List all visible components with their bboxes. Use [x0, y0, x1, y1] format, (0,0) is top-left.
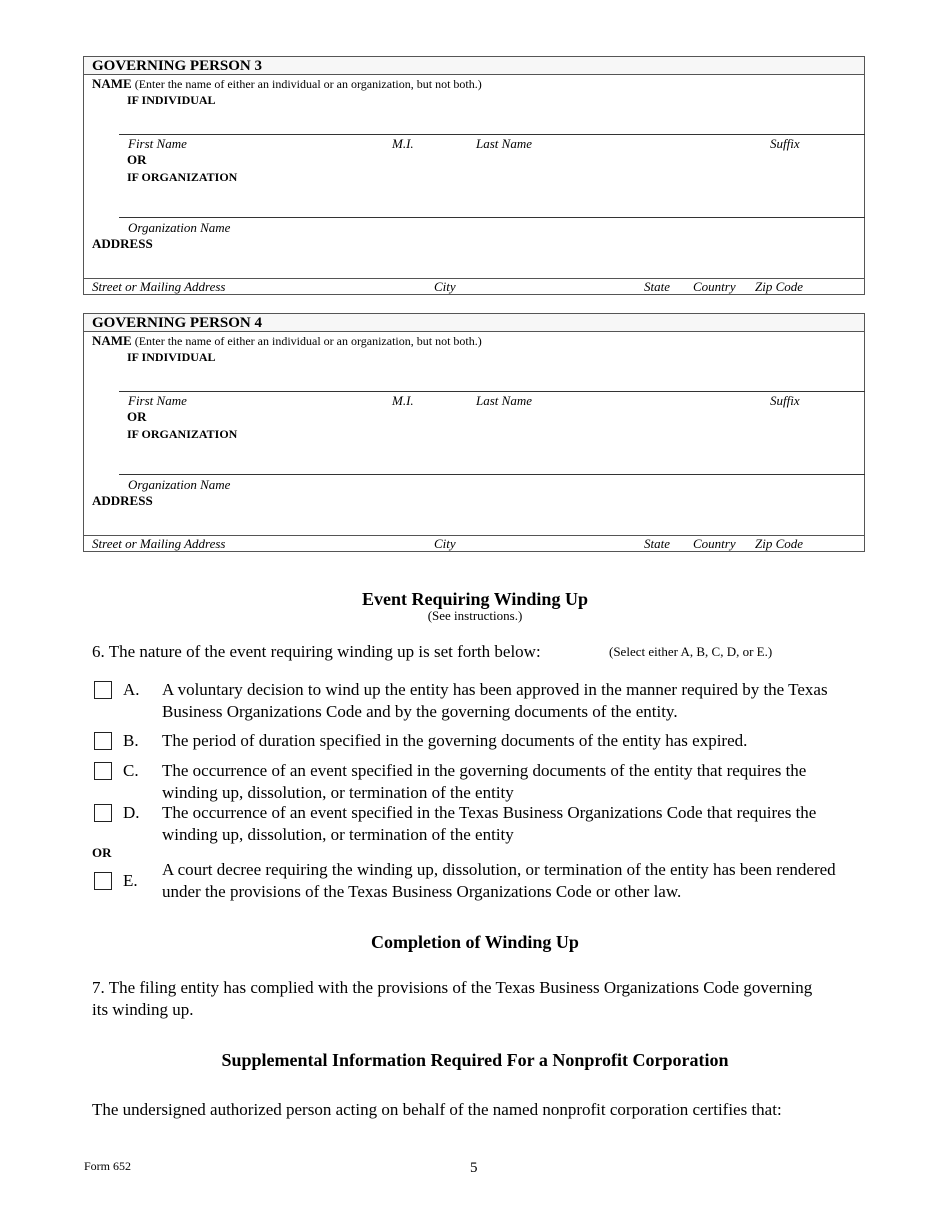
- page-number: 5: [470, 1160, 478, 1176]
- item-6-text: 6. The nature of the event requiring winding up is set forth below:: [92, 642, 541, 661]
- select-note: (Select either A, B, C, D, or E.): [609, 644, 773, 659]
- option-b-text: The period of duration specified in the governing documents of the entity has expired.: [162, 731, 748, 750]
- option-d-text: The occurrence of an event specified in the Texas Business Organizations Code that requires the winding up, dissolution, or termination of the entity: [162, 803, 817, 844]
- address-label: ADDRESS: [92, 236, 153, 251]
- last-name-label: Last Name: [476, 136, 532, 151]
- option-c-checkbox[interactable]: [94, 762, 112, 780]
- option-e-text: A court decree requiring the winding up, dissolution, or termination of the entity has been rendered under the provisions of the Texas Business Organizations Code or other law.: [162, 860, 836, 901]
- if-individual-label: IF INDIVIDUAL: [127, 93, 216, 107]
- or-label: OR: [127, 409, 147, 424]
- organization-name-label: Organization Name: [128, 220, 231, 235]
- individual-name-line[interactable]: [119, 391, 865, 392]
- mi-label: M.I.: [392, 136, 414, 151]
- option-a-letter: A.: [123, 680, 140, 699]
- governing-person-4-section: [83, 313, 865, 552]
- section-header: [84, 314, 864, 332]
- option-c-letter: C.: [123, 761, 139, 780]
- if-organization-label: IF ORGANIZATION: [127, 170, 238, 184]
- zip-label: Zip Code: [755, 536, 804, 551]
- name-label: NAME (Enter the name of either an individual or an organization, but not both.): [92, 333, 482, 348]
- item-7-text: 7. The filing entity has complied with the provisions of the Texas Business Organizations Code governing its winding up.: [92, 978, 813, 1019]
- or-label: OR: [127, 152, 147, 167]
- organization-name-line[interactable]: [119, 474, 865, 475]
- suffix-label: Suffix: [770, 136, 800, 151]
- event-heading: Event Requiring Winding Up: [362, 589, 588, 609]
- city-label: City: [434, 536, 456, 551]
- if-individual-label: IF INDIVIDUAL: [127, 350, 216, 364]
- option-d-letter: D.: [123, 803, 140, 822]
- organization-name-line[interactable]: [119, 217, 865, 218]
- name-label: NAME (Enter the name of either an individual or an organization, but not both.): [92, 76, 482, 91]
- suffix-label: Suffix: [770, 393, 800, 408]
- or-label: OR: [92, 845, 112, 860]
- street-label: Street or Mailing Address: [92, 536, 226, 551]
- form-number: Form 652: [84, 1159, 132, 1173]
- section-title: GOVERNING PERSON 3: [92, 58, 263, 74]
- mi-label: M.I.: [392, 393, 414, 408]
- option-b-letter: B.: [123, 731, 139, 750]
- governing-person-3-section: [83, 56, 865, 295]
- address-line[interactable]: [84, 535, 864, 551]
- organization-name-label: Organization Name: [128, 477, 231, 492]
- section-header: [84, 57, 864, 75]
- state-label: State: [644, 536, 670, 551]
- supplemental-heading: Supplemental Information Required For a Nonprofit Corporation: [221, 1050, 729, 1070]
- option-c-text: The occurrence of an event specified in the governing documents of the entity that requires the winding up, dissolution, or termination of the entity: [162, 761, 807, 802]
- option-d-checkbox[interactable]: [94, 804, 112, 822]
- completion-heading: Completion of Winding Up: [371, 932, 579, 952]
- last-name-label: Last Name: [476, 393, 532, 408]
- event-subheading: (See instructions.): [427, 608, 523, 623]
- section-title: GOVERNING PERSON 4: [92, 315, 263, 331]
- option-b-checkbox[interactable]: [94, 732, 112, 750]
- option-e-checkbox[interactable]: [94, 872, 112, 890]
- supplemental-text: The undersigned authorized person acting on behalf of the named nonprofit corporation certifies that:: [92, 1100, 782, 1119]
- state-label: State: [644, 279, 670, 294]
- address-label: ADDRESS: [92, 493, 153, 508]
- first-name-label: First Name: [128, 393, 187, 408]
- option-a-checkbox[interactable]: [94, 681, 112, 699]
- option-e-letter: E.: [123, 871, 138, 890]
- country-label: Country: [693, 536, 736, 551]
- zip-label: Zip Code: [755, 279, 804, 294]
- first-name-label: First Name: [128, 136, 187, 151]
- if-organization-label: IF ORGANIZATION: [127, 427, 238, 441]
- city-label: City: [434, 279, 456, 294]
- country-label: Country: [693, 279, 736, 294]
- street-label: Street or Mailing Address: [92, 279, 226, 294]
- address-line[interactable]: [84, 278, 864, 294]
- option-a-text: A voluntary decision to wind up the entity has been approved in the manner required by the Texas Business Organizations Code and by the governing documents of the entity.: [162, 680, 828, 721]
- individual-name-line[interactable]: [119, 134, 865, 135]
